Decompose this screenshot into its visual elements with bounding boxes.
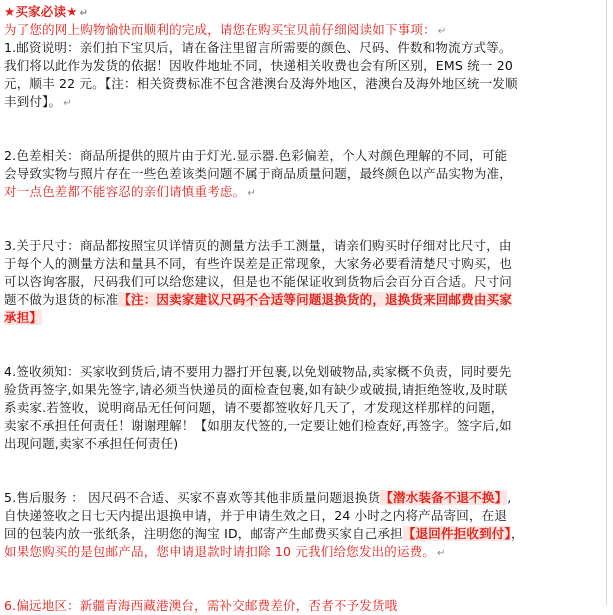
section-remote-line-1: 6.偏远地区：新疆青海西藏港澳台，需补交邮费差价，否者不予发货哦 bbox=[4, 598, 398, 613]
blank-line bbox=[4, 111, 604, 129]
size-note-highlight: 【注：因卖家建议尺码不合适等问题退换货的，退换货来回邮费由买家 bbox=[118, 292, 513, 307]
blank-line bbox=[4, 345, 604, 363]
section-color-line-3-text: 对一点色差都不能容忍的亲们请慎重考虑。 bbox=[4, 184, 246, 199]
intro-text: 为了您的网上购物愉快而顺利的完成，请您在购买宝贝前仔细阅读如下事项： bbox=[4, 22, 436, 37]
section-color-line-1: 2.色差相关：商品所提供的照片由于灯光.显示器.色彩偏差，个人对颜色理解的不同，可能 bbox=[4, 148, 508, 163]
section-signing-line-2: 验货再签字,如果先签字,请必须当快递员的面检查包裹,如有缺少或破损,请拒绝签收,及时联 bbox=[4, 382, 508, 397]
blank-line bbox=[4, 471, 604, 489]
section-color-line-2: 会导致实物与照片存在一些色差该类问题不属于商品质量问题，最终颜色以产品实物为准， bbox=[4, 166, 513, 181]
blank-line bbox=[4, 561, 604, 579]
section-aftersales-line-4-text: 如果您购买的是包邮产品，您申请退款时请扣除 10 元我们给您发出的运费。 bbox=[4, 544, 436, 559]
title-text: ★买家必读★ bbox=[4, 4, 78, 19]
page-edge-line bbox=[606, 0, 607, 605]
section-size-line-4-text: 题不做为退货的标准 bbox=[4, 292, 119, 307]
blank-line bbox=[4, 201, 604, 219]
blank-line bbox=[4, 579, 604, 597]
aftersales-line-3-tail: ， bbox=[510, 526, 524, 541]
blank-line bbox=[4, 453, 604, 471]
section-postage-line-1: 1.邮资说明：亲们拍下宝贝后，请在备注里留言所需要的颜色、尺码、件数和物流方式等。 bbox=[4, 40, 512, 55]
section-color-line-3 bbox=[4, 183, 604, 201]
no-return-highlight: 【潜水装备不退不换】 bbox=[380, 490, 508, 505]
return-mark: ↵ bbox=[63, 98, 72, 109]
section-signing-line-1: 4.签收须知：买家收到货后,请不要用力器打开包裹,以免划破物品,卖家概不负责，同时要先 bbox=[4, 364, 512, 379]
return-mark: ↵ bbox=[437, 26, 447, 37]
intro bbox=[4, 21, 604, 39]
section-aftersales-line-1 bbox=[4, 489, 604, 507]
aftersales-line-1-tail: , bbox=[507, 490, 512, 505]
section-aftersales-line-3 bbox=[4, 525, 604, 543]
section-postage-line-3: 元，顺丰 22 元。【注：相关资费标准不包含港澳台及海外地区，港澳台及海外地区统一发顺 bbox=[4, 76, 518, 91]
section-signing-line-3: 系卖家.若签收，说明商品无任何问题，请不要都签收好几天了，才发现这样那样的问题， bbox=[4, 400, 504, 415]
blank-line bbox=[4, 327, 604, 345]
refuse-cod-highlight: 【退回件拒收到付】 bbox=[402, 526, 511, 541]
section-size-line-5 bbox=[4, 309, 604, 327]
section-aftersales-line-4 bbox=[4, 543, 604, 561]
size-note-highlight-end: 承担】 bbox=[4, 310, 43, 325]
title bbox=[4, 3, 604, 21]
section-signing-line-5: 出现问题,卖家不承担任何责任) bbox=[4, 436, 179, 451]
section-signing-line-4: 卖家不承担任何责任！谢谢理解！【如朋友代签的,一定要让她们检查好,再签字。签字后,如 bbox=[4, 418, 512, 433]
blank-line bbox=[4, 219, 604, 237]
return-mark: ↵ bbox=[437, 548, 446, 559]
section-postage-line-2: 我们将以此作为发货的依据！因收件地址不同，快递相关收费也会有所区别，EMS 统一 20 bbox=[4, 58, 514, 73]
section-size-line-1: 3.关于尺寸：商品都按照宝贝详情页的测量方法手工测量，请亲们购买时仔细对比尺寸，由 bbox=[4, 238, 512, 253]
section-aftersales-line-2: 自快递签收之日七天内提出退换申请，并于申请生效之日，24 小时之内将产品寄回，在退 bbox=[4, 508, 508, 523]
return-mark: ↵ bbox=[79, 8, 89, 19]
section-aftersales-line-1-text: 5.售后服务 ： 因尺码不合适、买家不喜欢等其他非质量问题退换货 bbox=[4, 490, 381, 505]
return-mark: ↵ bbox=[247, 188, 256, 199]
section-postage-line-4 bbox=[4, 93, 604, 111]
section-aftersales-line-3-text: 回的包装内放一张纸条，注明您的淘宝 ID，邮寄产生邮费买家自己承担 bbox=[4, 526, 403, 541]
blank-line bbox=[4, 129, 604, 147]
section-size-line-4 bbox=[4, 291, 604, 309]
notice-document bbox=[4, 3, 604, 615]
section-size-line-3: 可以咨询客服，尺码我们可以给您建议，但是也不能保证收到货物后会百分百合适。尺寸问 bbox=[4, 274, 513, 289]
section-size-line-2: 于每个人的测量方法和量具不同，有些许误差是正常现象，大家务必要看清楚尺寸购买，也 bbox=[4, 256, 513, 271]
section-postage-line-4-text: 丰到付】。 bbox=[4, 94, 62, 109]
